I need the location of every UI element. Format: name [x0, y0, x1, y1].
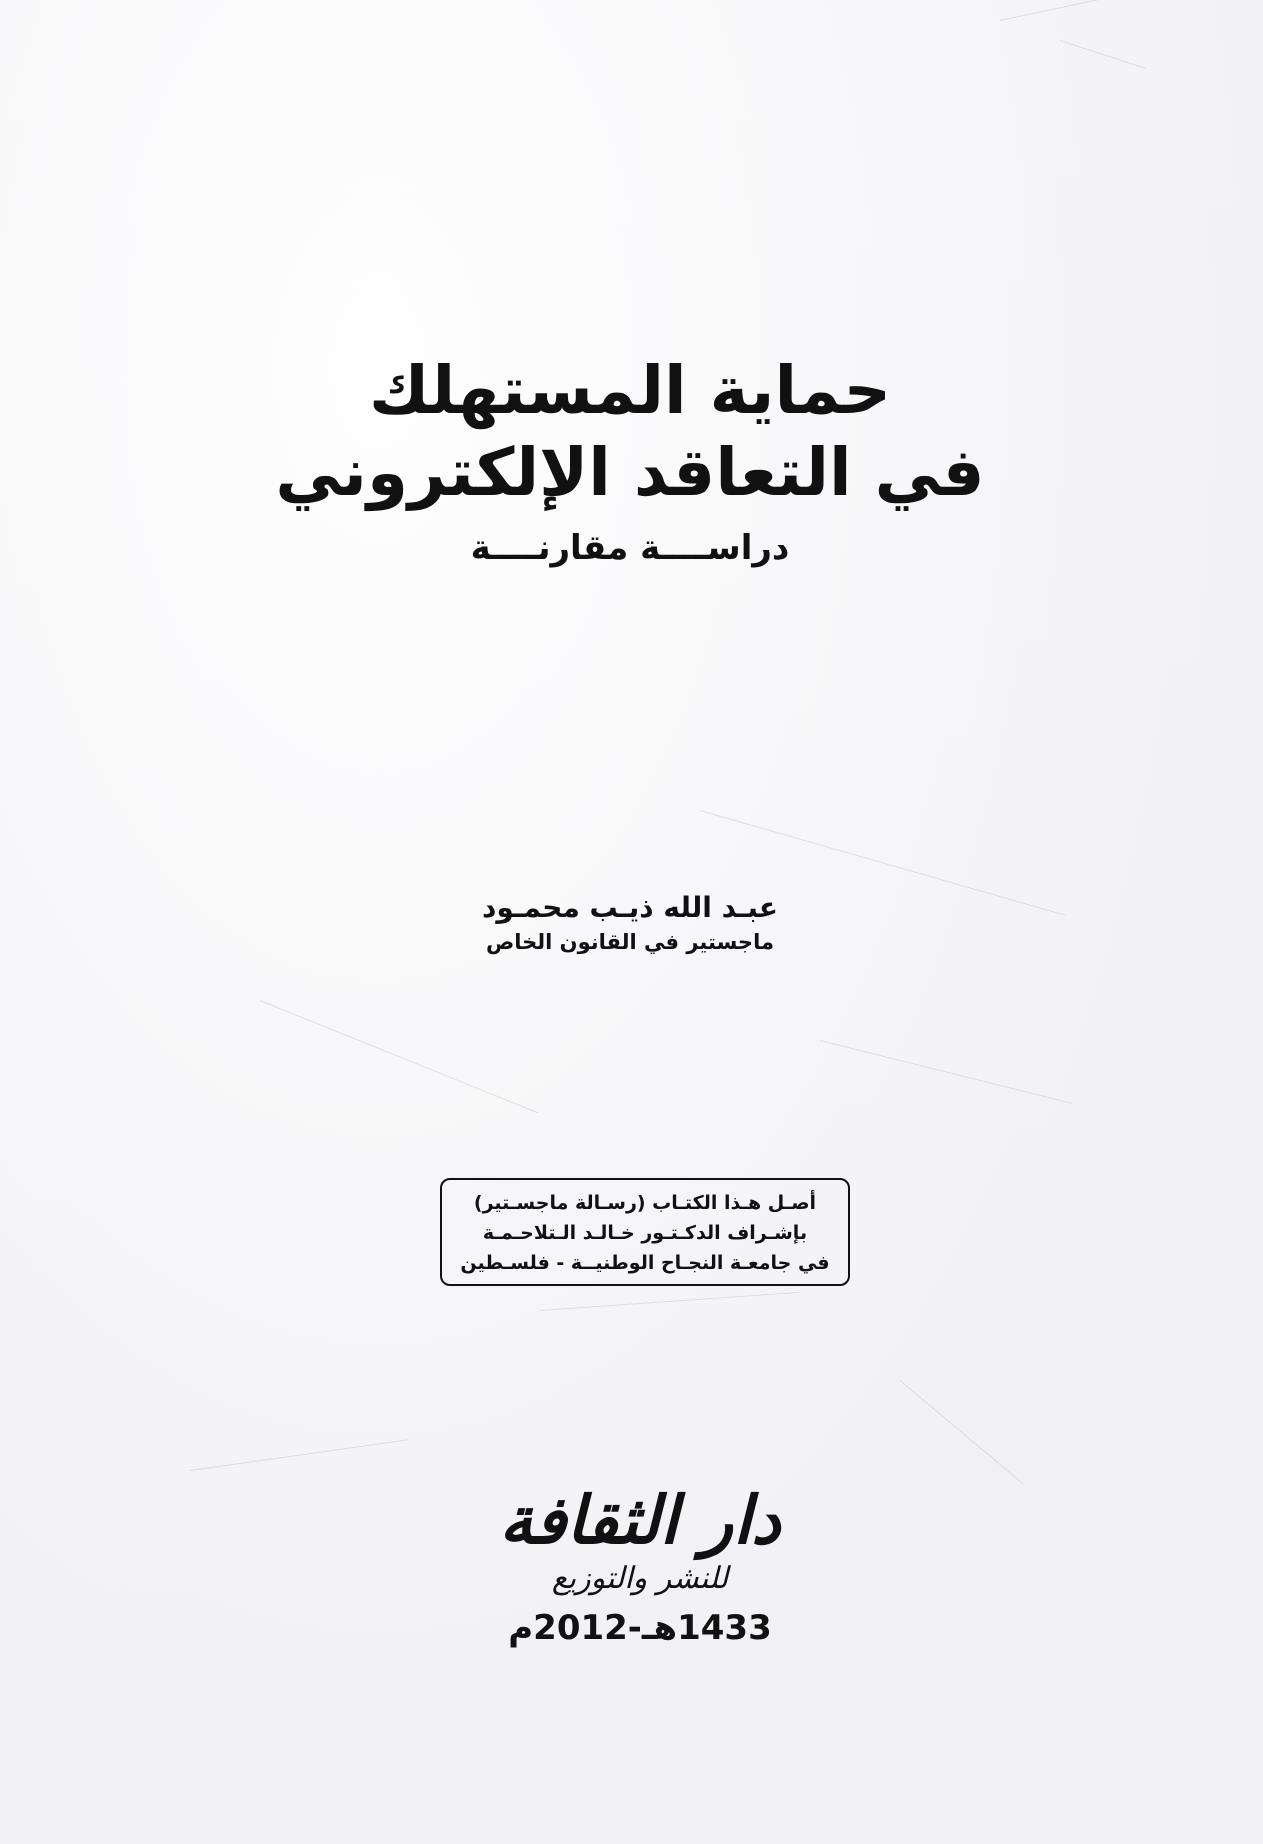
publisher-logo [480, 1480, 800, 1598]
origin-note-line-2: بإشـراف الدكـتـور خـالـد الـتلاحـمـة [482, 1222, 808, 1244]
book-subtitle: دراســــة مقارنــــة [470, 528, 790, 568]
origin-note-line-1: أصـل هـذا الكتـاب (رسـالة ماجسـتير) [473, 1192, 817, 1214]
paper-scratch [190, 1439, 408, 1471]
paper-scratch [260, 1000, 539, 1113]
book-title [250, 350, 1010, 514]
paper-scratch [900, 1380, 1023, 1484]
paper-scratch [1060, 40, 1146, 69]
paper-scratch [540, 1292, 799, 1311]
paper-scratch [820, 1040, 1073, 1104]
author-name: عبـد الله ذيـب محمـود [482, 891, 778, 924]
book-title-line-2: في التعاقد الإلكتروني [275, 434, 985, 511]
author-degree: ماجستير في القانون الخاص [486, 930, 774, 954]
origin-note-box [440, 1178, 850, 1286]
book-title-line-1: حماية المستهلك [368, 352, 892, 429]
publisher-name: دار الثقافة [499, 1481, 781, 1559]
origin-note-line-3: في جامعـة النجـاح الوطنيــة - فلسـطين [460, 1252, 830, 1274]
publisher-subtitle: للنشر والتوزيع [551, 1561, 729, 1596]
publication-date: 1433هـ-2012م [508, 1608, 772, 1648]
paper-scratch [1000, 0, 1118, 21]
